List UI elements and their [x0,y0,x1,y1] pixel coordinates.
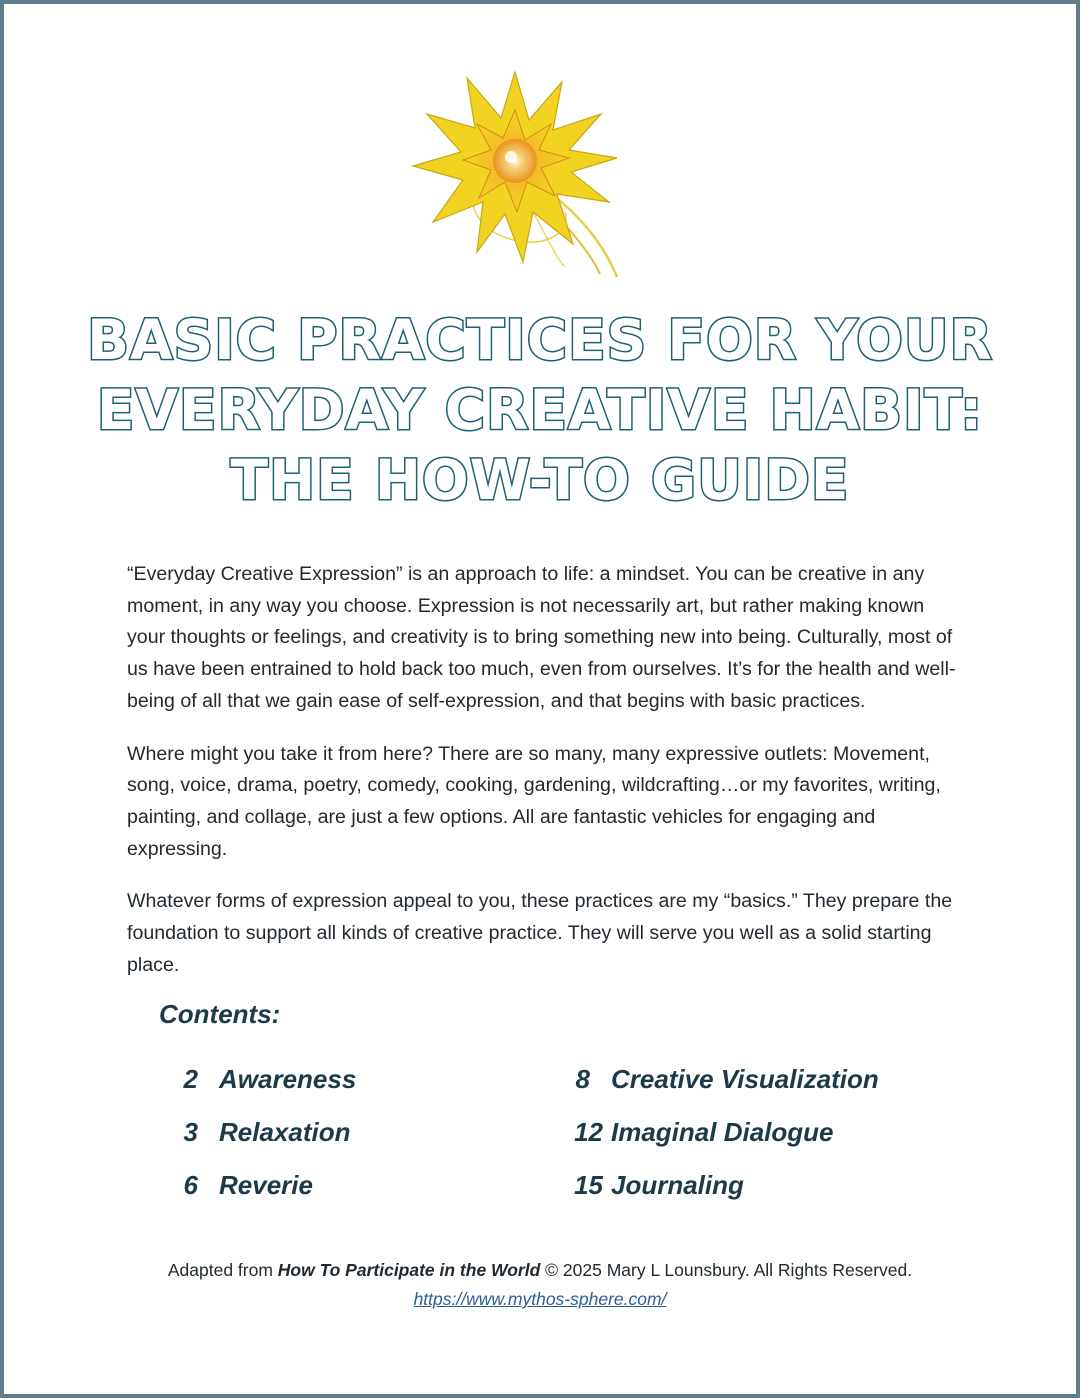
page-title [0,305,1080,515]
star-sun-icon [405,62,625,284]
title-line-2: EVERYDAY CREATIVE HABIT: [96,378,984,442]
website-link[interactable]: https://www.mythos-sphere.com/ [413,1289,667,1309]
intro-paragraph-3: Whatever forms of expression appeal to you, these practices are my “basics.” They prepare the foundation to support all kinds of creative practice. They will serve you well as a solid starting place. [127,890,953,976]
toc-label: Awareness [219,1064,357,1094]
copyright-prefix: Adapted from [167,1260,278,1280]
toc-label: Reverie [219,1170,313,1200]
toc-page-number: 2 [183,1064,198,1094]
book-title: How To Participate in the World [277,1260,541,1280]
copyright-line [0,1256,1080,1285]
title-line-1: BASIC PRACTICES FOR YOUR [87,308,993,372]
contents-heading: Contents: [159,999,281,1029]
toc-label: Imaginal Dialogue [611,1117,834,1147]
toc-page-number: 8 [575,1064,590,1094]
footer [0,1256,1080,1314]
toc-label: Relaxation [219,1117,351,1147]
toc-label: Journaling [611,1170,744,1200]
intro-paragraph-2: Where might you take it from here? There are so many, many expressive outlets: Movement, song, voice, drama, poetry, comedy, cooking, gardening, wildcrafting…or my favorites, writing, painting, and collage, are just a few options. All are fantastic vehicles for engaging and expressing. [127,742,941,860]
intro-text [127,559,959,1002]
toc-label: Creative Visualization [611,1064,879,1094]
toc-page-number: 12 [574,1117,603,1147]
toc-page-number: 6 [183,1170,198,1200]
copyright-suffix: © 2025 Mary L Lounsbury. All Rights Reserved. [540,1260,913,1280]
toc-page-number: 15 [574,1170,603,1200]
title-line-3: THE HOW-TO GUIDE [230,448,850,512]
intro-paragraph-1: “Everyday Creative Expression” is an approach to life: a mindset. You can be creative in any moment, in any way you choose. Expression is not necessarily art, but rather making known your thoughts or feelings, and creativity is to bring something new into being. Culturally, most of us have been entrained to hold back too much, even from ourselves. It’s for the health and well-being of all that we gain ease of self-expression, and that begins with basic practices. [127,563,956,712]
toc-page-number: 3 [183,1117,198,1147]
